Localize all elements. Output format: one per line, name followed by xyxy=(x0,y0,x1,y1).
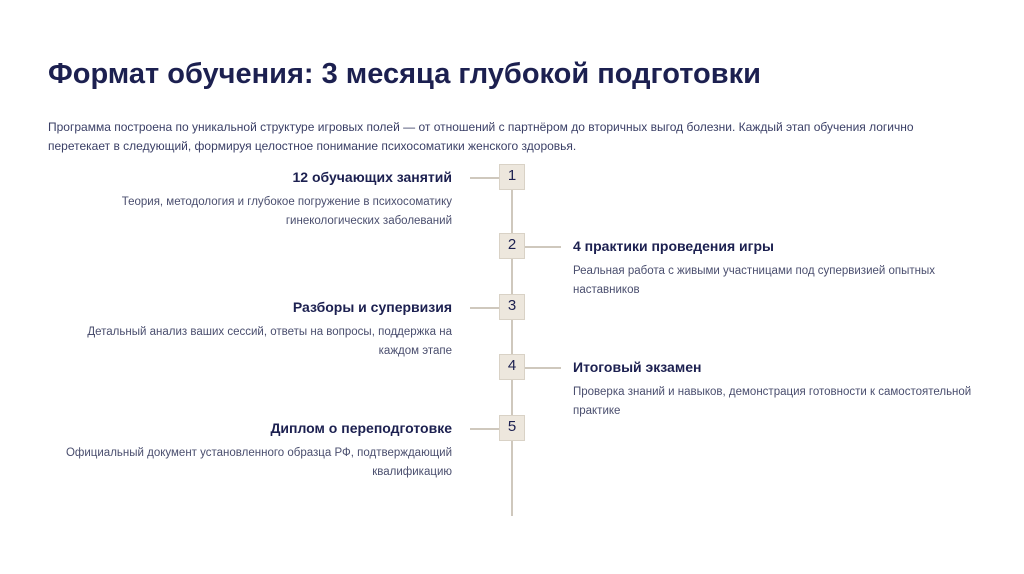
step-number-badge: 4 xyxy=(499,354,525,380)
step-description: Проверка знаний и навыков, демонстрация готовности к самостоятельной практике xyxy=(573,386,972,417)
step-description: Теория, методология и глубокое погружение в психосоматику гинекологических заболеваний xyxy=(121,196,452,227)
step-title: 12 обучающих занятий xyxy=(292,169,452,185)
step-number-badge: 3 xyxy=(499,294,525,320)
timeline-connector xyxy=(525,367,561,369)
step-number-badge: 2 xyxy=(499,233,525,259)
intro-paragraph: Программа построена по уникальной структуре игровых полей — от отношений с партнёром до вторичных выгод болезни. Каждый этап обучения логично перетекает в следующий, формируя целостное понимание психосоматики женского здоровья. xyxy=(48,120,914,153)
timeline-connector xyxy=(470,428,499,430)
step-number-badge: 5 xyxy=(499,415,525,441)
step-title: 4 практики проведения игры xyxy=(573,238,774,254)
step-number-badge: 1 xyxy=(499,164,525,190)
step-title: Разборы и супервизия xyxy=(292,299,452,315)
page-title: Формат обучения: 3 месяца глубокой подготовки xyxy=(48,58,761,90)
step-description: Детальный анализ ваших сессий, ответы на вопросы, поддержка на каждом этапе xyxy=(87,326,452,357)
step-title: Итоговый экзамен xyxy=(573,359,702,375)
step-title: Диплом о переподготовке xyxy=(270,420,452,436)
step-description: Реальная работа с живыми участницами под супервизией опытных наставников xyxy=(573,265,936,296)
timeline-connector xyxy=(470,307,499,309)
step-description: Официальный документ установленного образца РФ, подтверждающий квалификацию xyxy=(65,447,452,478)
timeline-connector xyxy=(470,177,499,179)
timeline-connector xyxy=(525,246,561,248)
